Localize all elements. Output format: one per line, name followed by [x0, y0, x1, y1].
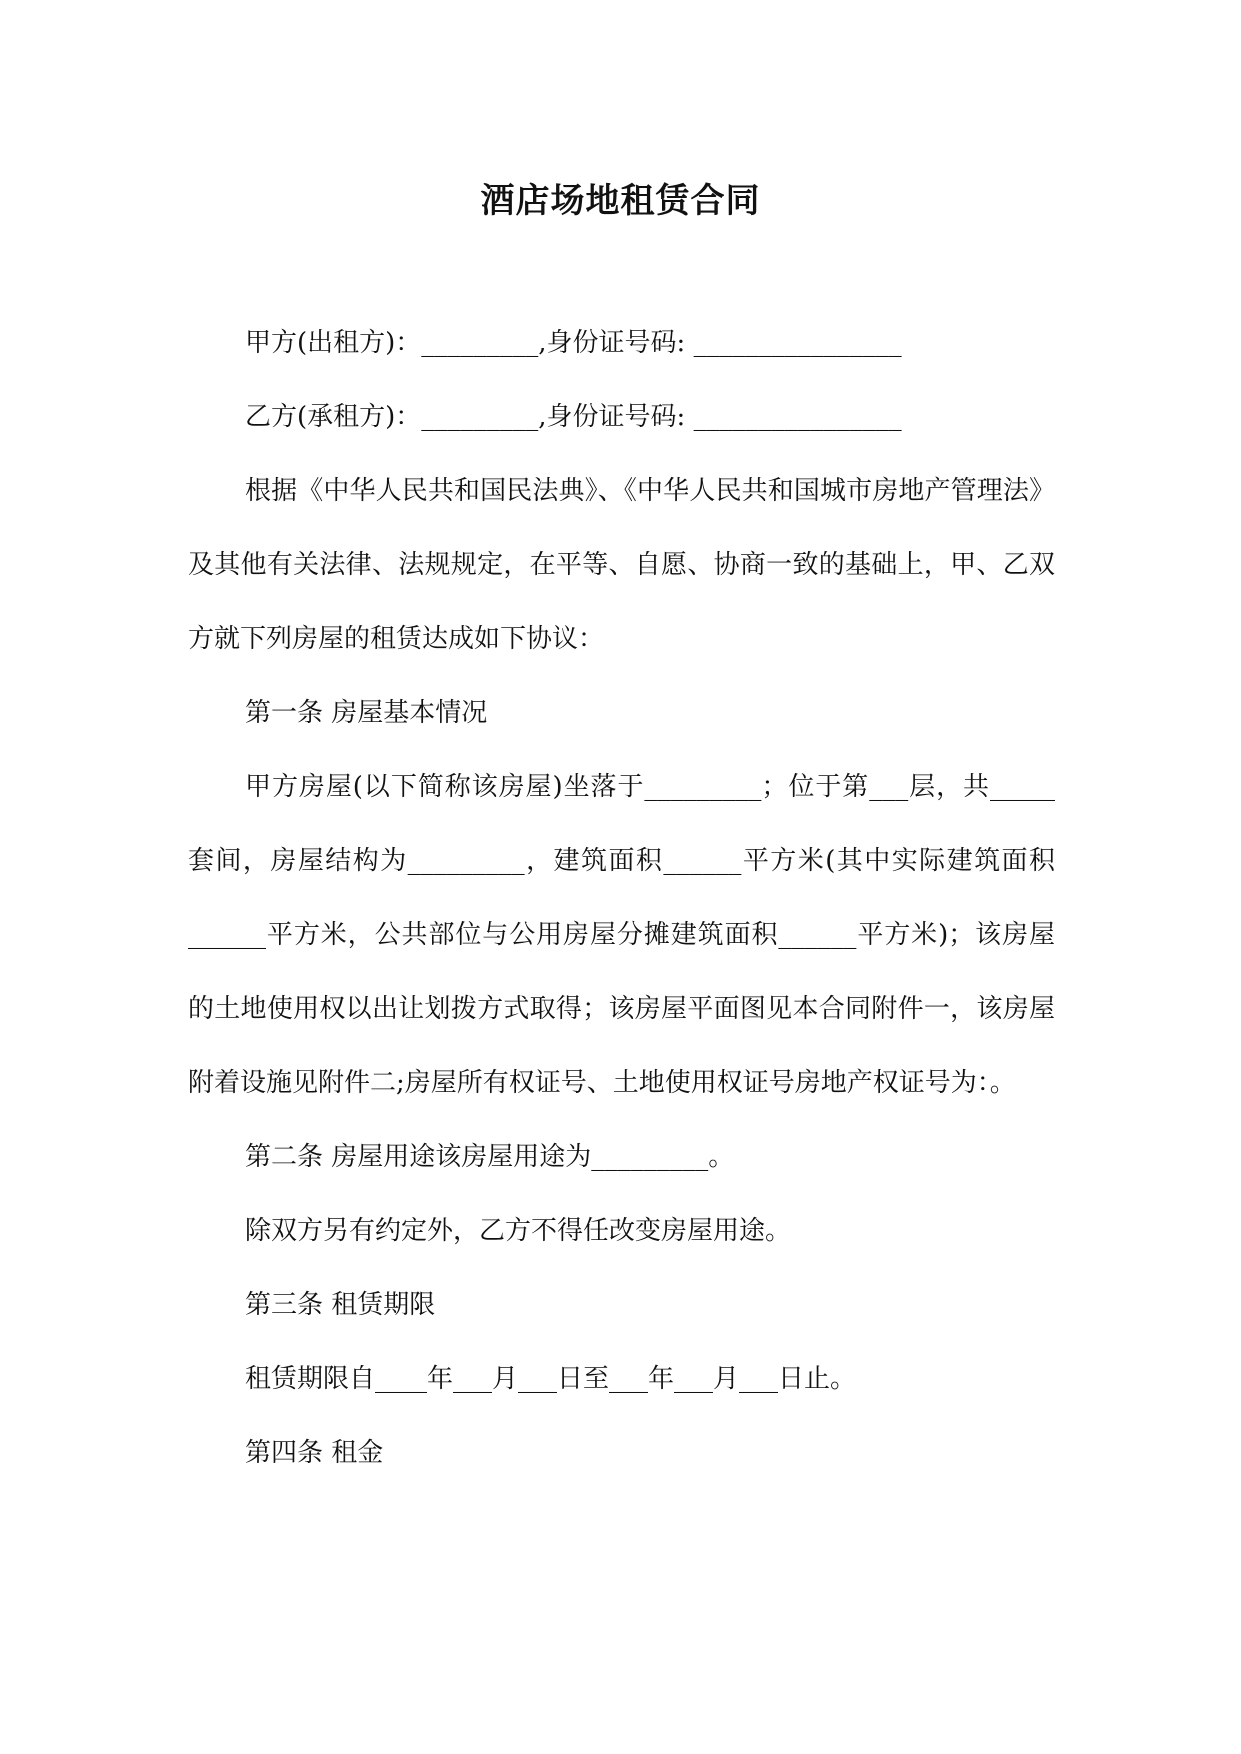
article-2-body: 除双方另有约定外，乙方不得任改变房屋用途。 [245, 1216, 792, 1246]
party-a-line: 甲方(出租方)：_________,身份证号码: ________________ [245, 328, 902, 358]
preamble-paragraph: 根据《中华人民共和国民法典》、《中华人民共和国城市房地产管理法》及其他有关法律、法规规定，在平等、自愿、协商一致的基础上，甲、乙双方就下列房屋的租赁达成如下协议： [188, 476, 1055, 654]
article-1-body: 甲方房屋(以下简称该房屋)坐落于_________；位于第___层，共_____ 套间，房屋结构为_________，建筑面积______平方米(其中实际建筑面积______平方米，公共部位与公用房屋分摊建筑面积______平方米)；该房屋的土地使用权以出让划拨方式取得；该房屋平面图见本合同附件一，该房屋附着设施见附件二;房屋所有权证号、土地使用权证号房地产权证号为：。 [188, 772, 1064, 1098]
document-body [188, 306, 1064, 1490]
party-b-line: 乙方(承租方)：_________,身份证号码: ________________ [245, 402, 902, 432]
article-3-heading: 第三条 租赁期限 [245, 1290, 436, 1320]
article-2-heading: 第二条 房屋用途该房屋用途为_________。 [245, 1142, 735, 1172]
article-4-heading: 第四条 租金 [245, 1438, 384, 1468]
article-3-body: 租赁期限自____年___月___日至___年___月___日止。 [245, 1364, 857, 1394]
document-title: 酒店场地租赁合同 [480, 181, 761, 221]
article-1-heading: 第一条 房屋基本情况 [245, 698, 488, 728]
